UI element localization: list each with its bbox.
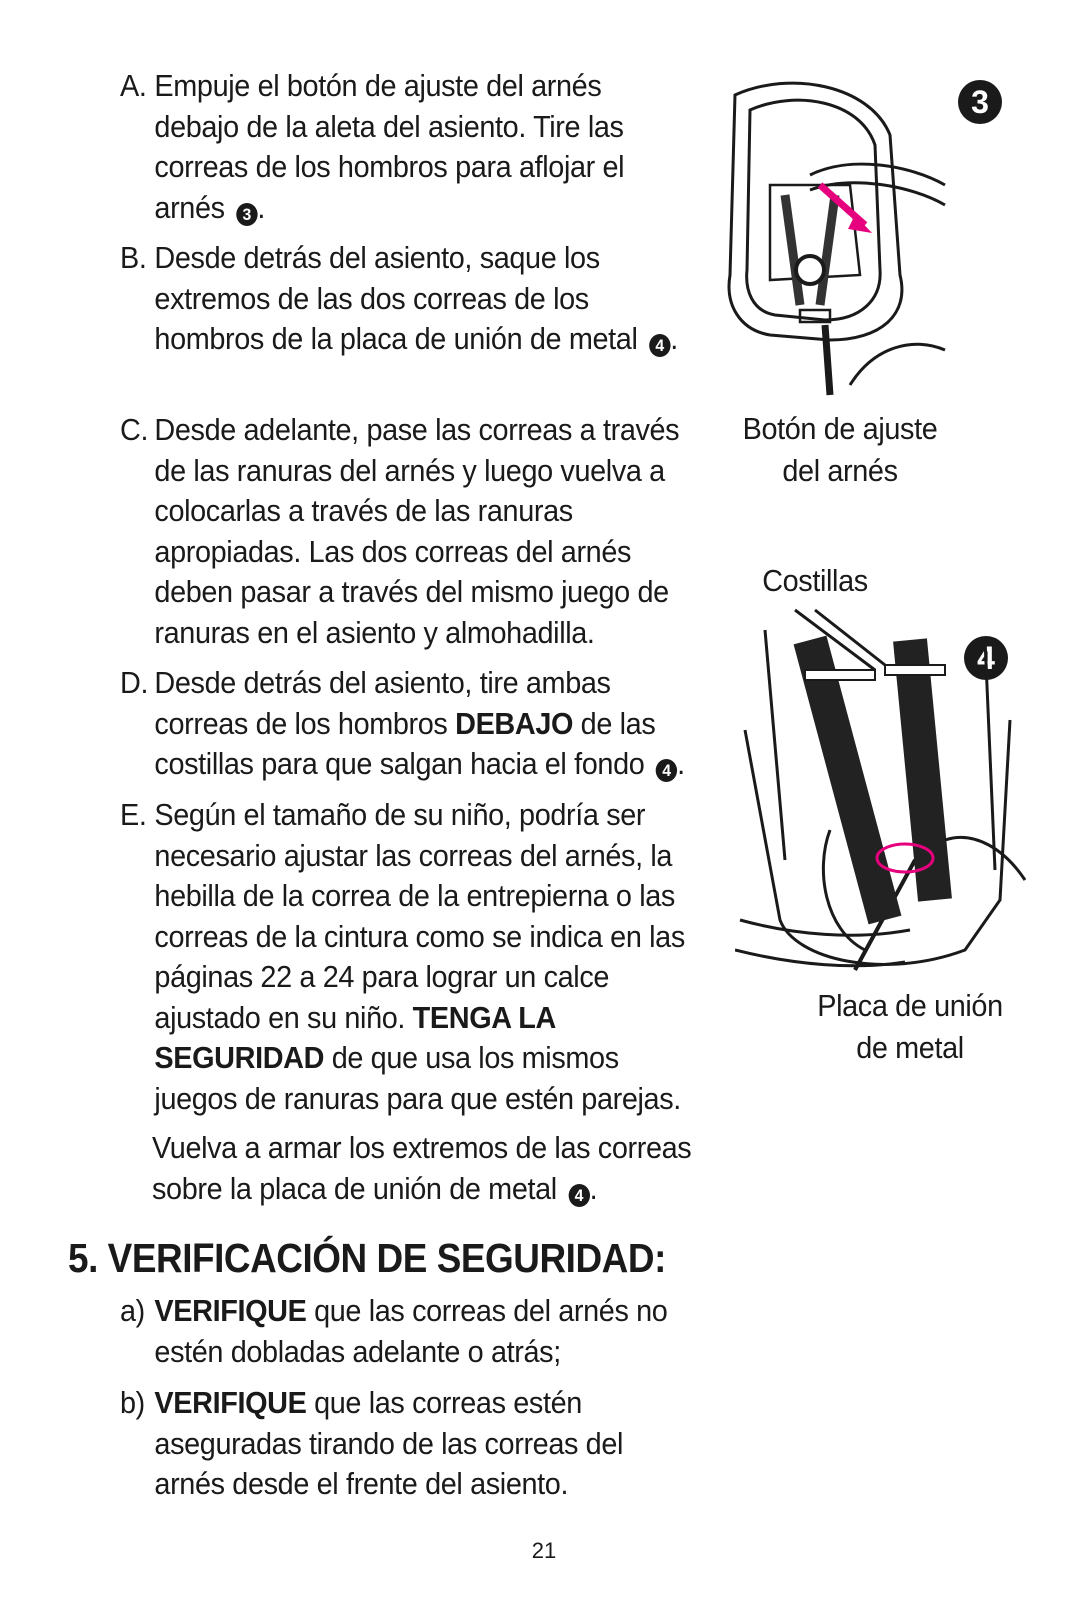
- step-label: D.: [120, 665, 149, 700]
- seat-back-straps-illustration: [735, 600, 1035, 990]
- step-a: A. Empuje el botón de ajuste del arnés debajo de la aleta del asiento. Tire las correas de los hombros para aflojar el arnés 3 .: [120, 68, 625, 225]
- step-label: E.: [120, 797, 147, 832]
- figure-ref-badge: 4: [649, 334, 670, 357]
- figure-ref-badge: 3: [236, 203, 257, 226]
- costillas-label: Costillas: [762, 563, 868, 598]
- figure-ref-badge: 4: [568, 1184, 589, 1207]
- figure-3-caption: Botón de ajuste del arnés: [742, 411, 938, 488]
- step-label: A.: [120, 68, 147, 103]
- emphasis: TENGA LA SEGURIDAD: [154, 999, 555, 1075]
- check-a: a) VERIFIQUE que las correas del arnés no estén dobladas adelante o atrás;: [120, 1293, 668, 1369]
- step-text: Desde adelante, pase las correas a través de las ranuras del arnés y luego vuelva a colocarlas a través de las ranuras apropiadas. Las dos correas del arnés deben pasar a través del mismo juego de ranuras en el asiento y almohadilla.: [154, 412, 680, 650]
- section-heading: 5. VERIFICACIÓN DE SEGURIDAD:: [68, 1235, 666, 1281]
- step-b: B. Desde detrás del asiento, saque los extremos de las dos correas de los hombros de la placa de unión de metal 4 .: [120, 240, 678, 356]
- reassemble-note: Vuelva a armar los extremos de las correas sobre la placa de unión de metal 4 .: [152, 1130, 692, 1206]
- step-text: Desde detrás del asiento, saque los extremos de las dos correas de los hombros de la placa de unión de metal: [154, 240, 638, 356]
- emphasis: VERIFIQUE: [154, 1293, 307, 1328]
- emphasis: DEBAJO: [455, 705, 574, 741]
- step-e: E. Según el tamaño de su niño, podría ser necesario ajustar las correas del arnés, la hebilla de la correa de la entrepierna o las correas de la cintura como se indica en las páginas 22 a 24 para lograr un calce ajustado en su niño. TENGA LA SEGURIDAD de que usa los mismos juegos de ranuras para que estén parejas.: [120, 797, 685, 1116]
- step-text: Empuje el botón de ajuste del arnés debajo de la aleta del asiento. Tire las correas de los hombros para aflojar el arnés: [154, 68, 625, 225]
- check-label: b): [120, 1385, 145, 1420]
- figure-ref-badge: 4: [656, 759, 677, 782]
- emphasis: VERIFIQUE: [154, 1385, 307, 1420]
- step-label: C.: [120, 412, 149, 447]
- step-label: B.: [120, 240, 147, 275]
- figure-3-badge: 3: [958, 80, 1002, 124]
- figure-4-caption: Placa de unión de metal: [817, 988, 1003, 1065]
- step-d: D. Desde detrás del asiento, tire ambas correas de los hombros DEBAJO de las costillas para que salgan hacia el fondo 4 .: [120, 665, 685, 781]
- check-b: b) VERIFIQUE que las correas estén aseguradas tirando de las correas del arnés desde el frente del asiento.: [120, 1385, 624, 1501]
- car-seat-harness-illustration: [700, 75, 950, 400]
- check-label: a): [120, 1293, 145, 1328]
- step-c: [120, 410, 715, 653]
- page-number: 21: [531, 1538, 557, 1563]
- figure-4-badge: 4: [964, 636, 1008, 680]
